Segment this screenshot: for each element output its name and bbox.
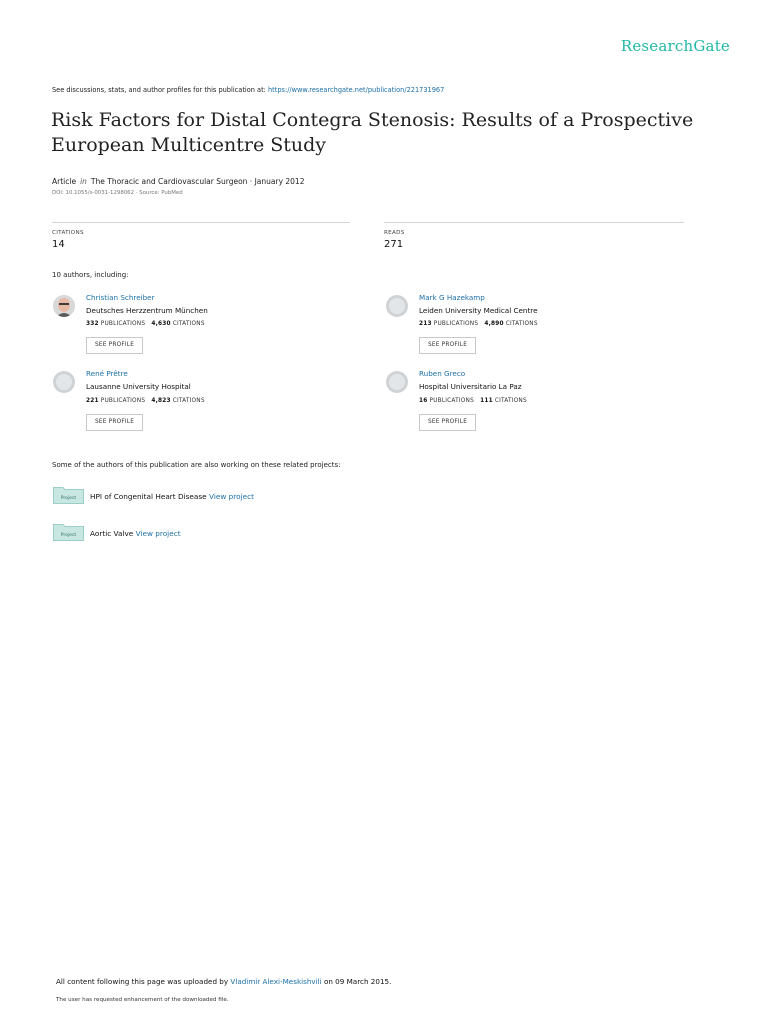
publication-url-link[interactable]: https://www.researchgate.net/publication/221731967 xyxy=(268,86,445,94)
author-publications-count: 332 xyxy=(86,321,99,327)
see-profile-button[interactable]: SEE PROFILE xyxy=(86,337,143,354)
author-name-link[interactable]: Ruben Greco xyxy=(419,369,466,378)
author-publications-label: PUBLICATIONS xyxy=(100,321,146,327)
author-citations-label: CITATIONS xyxy=(172,321,205,327)
author-citations-count: 4,823 xyxy=(151,398,171,404)
view-project-link[interactable]: View project xyxy=(209,492,254,501)
author-publications-count: 213 xyxy=(419,321,432,327)
author-institution: Leiden University Medical Centre xyxy=(419,306,538,315)
author-avatar-placeholder[interactable] xyxy=(386,295,408,317)
author-citations-count: 111 xyxy=(480,398,493,404)
publication-title: Risk Factors for Distal Contegra Stenosis: Results of a Prospective European Multicentre Study xyxy=(51,109,694,156)
view-project-link[interactable]: View project xyxy=(135,529,181,538)
citations-value: 14 xyxy=(52,239,65,250)
reads-label: READS xyxy=(384,230,405,236)
project-name: Aortic Valve xyxy=(90,529,134,538)
author-publications-count: 16 xyxy=(419,398,428,404)
author-institution: Lausanne University Hospital xyxy=(86,382,191,391)
author-name-link[interactable]: René Prêtre xyxy=(86,369,128,378)
uploader-link[interactable]: Vladimir Alexi-Meskishvili xyxy=(230,977,322,986)
article-type: Article xyxy=(52,177,77,186)
see-discussions-line xyxy=(52,86,444,94)
see-discussions-text: See discussions, stats, and author profiles for this publication at: xyxy=(52,86,268,94)
author-stats xyxy=(419,398,527,404)
journal-info: The Thoracic and Cardiovascular Surgeon · January 2012 xyxy=(90,177,305,186)
author-avatar-photo[interactable] xyxy=(53,295,75,317)
related-projects-heading: Some of the authors of this publication are also working on these related projects: xyxy=(52,461,341,469)
author-publications-count: 221 xyxy=(86,398,99,404)
authors-heading: 10 authors, including: xyxy=(52,271,129,279)
project-folder-label: Project xyxy=(60,533,77,538)
project-name: HPI of Congenital Heart Disease xyxy=(90,492,207,501)
author-publications-label: PUBLICATIONS xyxy=(433,321,479,327)
reads-value: 271 xyxy=(384,239,404,250)
author-citations-count: 4,890 xyxy=(484,321,504,327)
article-meta xyxy=(52,177,304,186)
author-citations-label: CITATIONS xyxy=(494,398,527,404)
citations-label: CITATIONS xyxy=(52,230,84,236)
author-avatar-placeholder[interactable] xyxy=(53,371,75,393)
project-folder-icon xyxy=(53,486,84,508)
reads-divider xyxy=(384,222,684,223)
upload-prefix: All content following this page was uploaded by xyxy=(56,977,231,986)
author-stats xyxy=(86,398,205,404)
author-institution: Hospital Universitario La Paz xyxy=(419,382,522,391)
upload-suffix: on 09 March 2015. xyxy=(321,977,392,986)
project-folder-label: Project xyxy=(60,496,77,501)
author-citations-label: CITATIONS xyxy=(505,321,538,327)
author-stats xyxy=(419,321,538,327)
author-stats xyxy=(86,321,205,327)
see-profile-button[interactable]: SEE PROFILE xyxy=(86,414,143,431)
upload-note xyxy=(56,977,391,986)
author-citations-label: CITATIONS xyxy=(172,398,205,404)
see-profile-button[interactable]: SEE PROFILE xyxy=(419,337,476,354)
author-citations-count: 4,630 xyxy=(151,321,171,327)
author-avatar-placeholder[interactable] xyxy=(386,371,408,393)
article-in: in xyxy=(80,177,87,186)
researchgate-logo[interactable]: ResearchGate xyxy=(620,37,730,55)
author-name-link[interactable]: Mark G Hazekamp xyxy=(419,293,485,302)
project-item xyxy=(90,492,254,501)
project-item xyxy=(90,529,181,538)
citations-divider xyxy=(52,222,350,223)
enhancement-request-note: The user has requested enhancement of the downloaded file. xyxy=(56,997,229,1003)
author-photo-icon xyxy=(53,295,75,317)
author-publications-label: PUBLICATIONS xyxy=(429,398,474,404)
doi-source: DOI: 10.1055/s-0031-1298062 · Source: PubMed xyxy=(52,190,183,196)
see-profile-button[interactable]: SEE PROFILE xyxy=(419,414,476,431)
author-name-link[interactable]: Christian Schreiber xyxy=(86,293,155,302)
project-folder-icon xyxy=(53,523,84,545)
author-publications-label: PUBLICATIONS xyxy=(100,398,146,404)
author-institution: Deutsches Herzzentrum München xyxy=(86,306,208,315)
